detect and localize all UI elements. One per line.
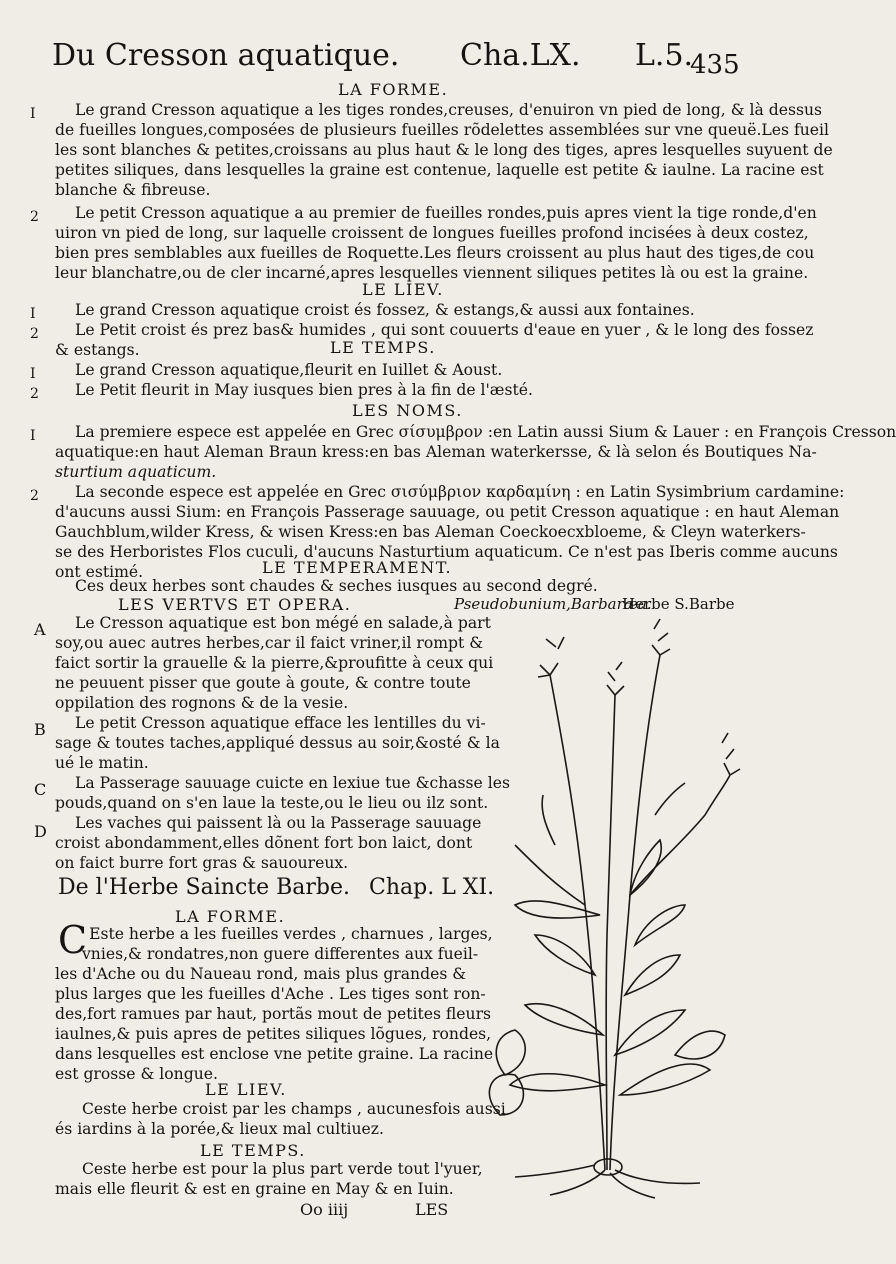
text-line: se des Herboristes Flos cuculi, d'aucuns Nasturtium aquaticum. Ce n'est pas Iberis comme aucuns [55, 543, 838, 561]
text-line: ne peuuent pisser que goute à goute, & contre toute [55, 674, 471, 692]
text-line: on faict burre fort gras & sauoureux. [55, 854, 349, 872]
text-line: des,fort ramues par haut, portãs mout de petites fleurs [55, 1005, 492, 1023]
catchword: LES [415, 1200, 449, 1219]
page-number: 435 [690, 50, 740, 80]
book-label: L.5. [635, 38, 694, 73]
plant-woodcut-illustration [455, 615, 745, 1200]
margin-note: D [34, 822, 47, 841]
text-line: Le grand Cresson aquatique,fleurit en Iuillet & Aoust. [75, 361, 503, 379]
figure-caption-latin: Pseudobunium,Barbaræa. [454, 595, 652, 613]
section-heading-lieu: LE LIEV. [362, 280, 444, 299]
text-line: croist abondamment,elles dõnent fort bon laict, dont [55, 834, 473, 852]
text-line: oppilation des rognons & de la vesie. [55, 694, 349, 712]
text-line: est grosse & longue. [55, 1065, 218, 1083]
text-line: Le petit Cresson aquatique a au premier de fueilles rondes,puis apres vient la tige ronde,d'en [75, 204, 817, 222]
signature-mark: Oo iiij [300, 1200, 349, 1219]
text-line: bien pres semblables aux fueilles de Roquette.Les fleurs croissent au plus haut des tiges,de cou [55, 244, 815, 262]
running-header [52, 38, 752, 86]
chapter-title-text: De l'Herbe Saincte Barbe. [58, 875, 351, 900]
margin-note: 2 [30, 488, 39, 504]
section-heading-vertus: LES VERTVS ET OPERA. [118, 595, 352, 614]
text-line: Le petit Cresson aquatique efface les lentilles du vi- [75, 714, 486, 732]
text-line: La seconde espece est appelée en Grec σισύμβριον καρδαμίνη : en Latin Sysimbrium cardamine: [75, 483, 845, 501]
text-line: Le Petit croist és prez bas& humides , qui sont couuerts d'eaue en yuer , & le long des fossez [75, 321, 814, 339]
margin-note: C [34, 780, 47, 799]
text-line: de fueilles longues,composées de plusieurs fueilles rõdelettes assemblées sur vne queuë.Les fueil [55, 121, 829, 139]
text-line: petites siliques, dans lesquelles la graine est contenue, laquelle est petite & iaulne. La racine est [55, 161, 824, 179]
margin-note: 2 [30, 209, 39, 225]
section-heading-noms: LES NOMS. [352, 401, 463, 420]
text-line: Le grand Cresson aquatique croist és fossez, & estangs,& aussi aux fontaines. [75, 301, 695, 319]
text-line: vnies,& rondatres,non guere differentes aux fueil- [82, 945, 479, 963]
chapter-title-number: Chap. L XI. [369, 875, 495, 900]
text-line: sage & toutes taches,appliqué dessus au soir,&osté & la [55, 734, 500, 752]
text-line: iaulnes,& puis apres de petites siliques lõgues, rondes, [55, 1025, 492, 1043]
text-line: pouds,quand on s'en laue la teste,ou le lieu ou ilz sont. [55, 794, 489, 812]
text-line: faict sortir la grauelle & la pierre,&proufitte à ceux qui [55, 654, 494, 672]
text-line: les sont blanches & petites,croissans au plus haut & le long des tiges, apres lesquelles suyuent de [55, 141, 833, 159]
drop-capital: C [58, 918, 88, 962]
running-title: Du Cresson aquatique. [52, 38, 400, 73]
margin-note: B [34, 720, 46, 739]
text-line: ont estimé. [55, 563, 144, 581]
text-line: aquatique:en haut Aleman Braun kress:en bas Aleman waterkersse, & là selon és Boutiques Na- [55, 443, 817, 461]
section-heading-temps: LE TEMPS. [330, 338, 436, 357]
text-line: Les vaches qui paissent là ou la Passerage sauuage [75, 814, 482, 832]
text-line: ué le matin. [55, 754, 149, 772]
text-line: Ceste herbe croist par les champs , aucunesfois aussi [82, 1100, 506, 1118]
text-line: les d'Ache ou du Naueau rond, mais plus grandes & [55, 965, 467, 983]
text-line: dans lesquelles est enclose vne petite graine. La racine [55, 1045, 494, 1063]
text-line: és iardins à la porée,& lieux mal cultiuez. [55, 1120, 384, 1138]
section-heading-temperament: LE TEMPERAMENT. [262, 558, 453, 577]
text-line: soy,ou auec autres herbes,car il faict vriner,il rompt & [55, 634, 484, 652]
text-line: Ces deux herbes sont chaudes & seches iusques au second degré. [75, 577, 598, 595]
text-line: mais elle fleurit & est en graine en May & en Iuin. [55, 1180, 454, 1198]
text-line: Le Petit fleurit in May iusques bien pres à la fin de l'æsté. [75, 381, 533, 399]
margin-note: I [30, 106, 36, 122]
margin-note: I [30, 306, 36, 322]
text-line: Ceste herbe est pour la plus part verde tout l'yuer, [82, 1160, 483, 1178]
section-heading-forme-2: LA FORME. [175, 907, 286, 926]
text-line: uiron vn pied de long, sur laquelle croissent de longues fueilles profond incisées à deux costez, [55, 224, 809, 242]
text-line: La Passerage sauuage cuicte en lexiue tue &chasse les [75, 774, 510, 792]
margin-note: A [34, 620, 46, 639]
margin-note: 2 [30, 326, 39, 342]
text-line: blanche & fibreuse. [55, 181, 211, 199]
text-line: Le Cresson aquatique est bon mégé en salade,à part [75, 614, 491, 632]
text-line: & estangs. [55, 341, 140, 359]
text-line: Le grand Cresson aquatique a les tiges rondes,creuses, d'enuiron vn pied de long, & là dessus [75, 101, 823, 119]
margin-note: I [30, 366, 36, 382]
section-heading-lieu-2: LE LIEV. [205, 1080, 287, 1099]
text-line: d'aucuns aussi Sium: en François Passerage sauuage, ou petit Cresson aquatique : en haut Aleman [55, 503, 840, 521]
text-line: leur blanchatre,ou de cler incarné,apres lesquelles viennent siliques petites là ou est la graine. [55, 264, 809, 282]
text-line: Gauchblum,wilder Kress, & wisen Kress:en bas Aleman Coeckoecxbloeme, & Cleyn waterkers- [55, 523, 806, 541]
chapter-label: Cha.LX. [460, 38, 581, 73]
text-line: plus larges que les fueilles d'Ache . Les tiges sont ron- [55, 985, 486, 1003]
figure-caption-french: Herbe S.Barbe [622, 595, 735, 613]
margin-note: 2 [30, 386, 39, 402]
margin-note: I [30, 428, 36, 444]
text-line: sturtium aquaticum. [55, 463, 217, 481]
text-line-body: Este herbe a les fueilles verdes , charnues , larges, [89, 925, 493, 943]
chapter-title [58, 875, 494, 900]
section-heading-forme: LA FORME. [338, 80, 449, 99]
section-heading-temps-2: LE TEMPS. [200, 1141, 306, 1160]
text-line: La premiere espece est appelée en Grec σίσυμβρον :en Latin aussi Sium & Lauer : en François Cresson [75, 423, 896, 441]
